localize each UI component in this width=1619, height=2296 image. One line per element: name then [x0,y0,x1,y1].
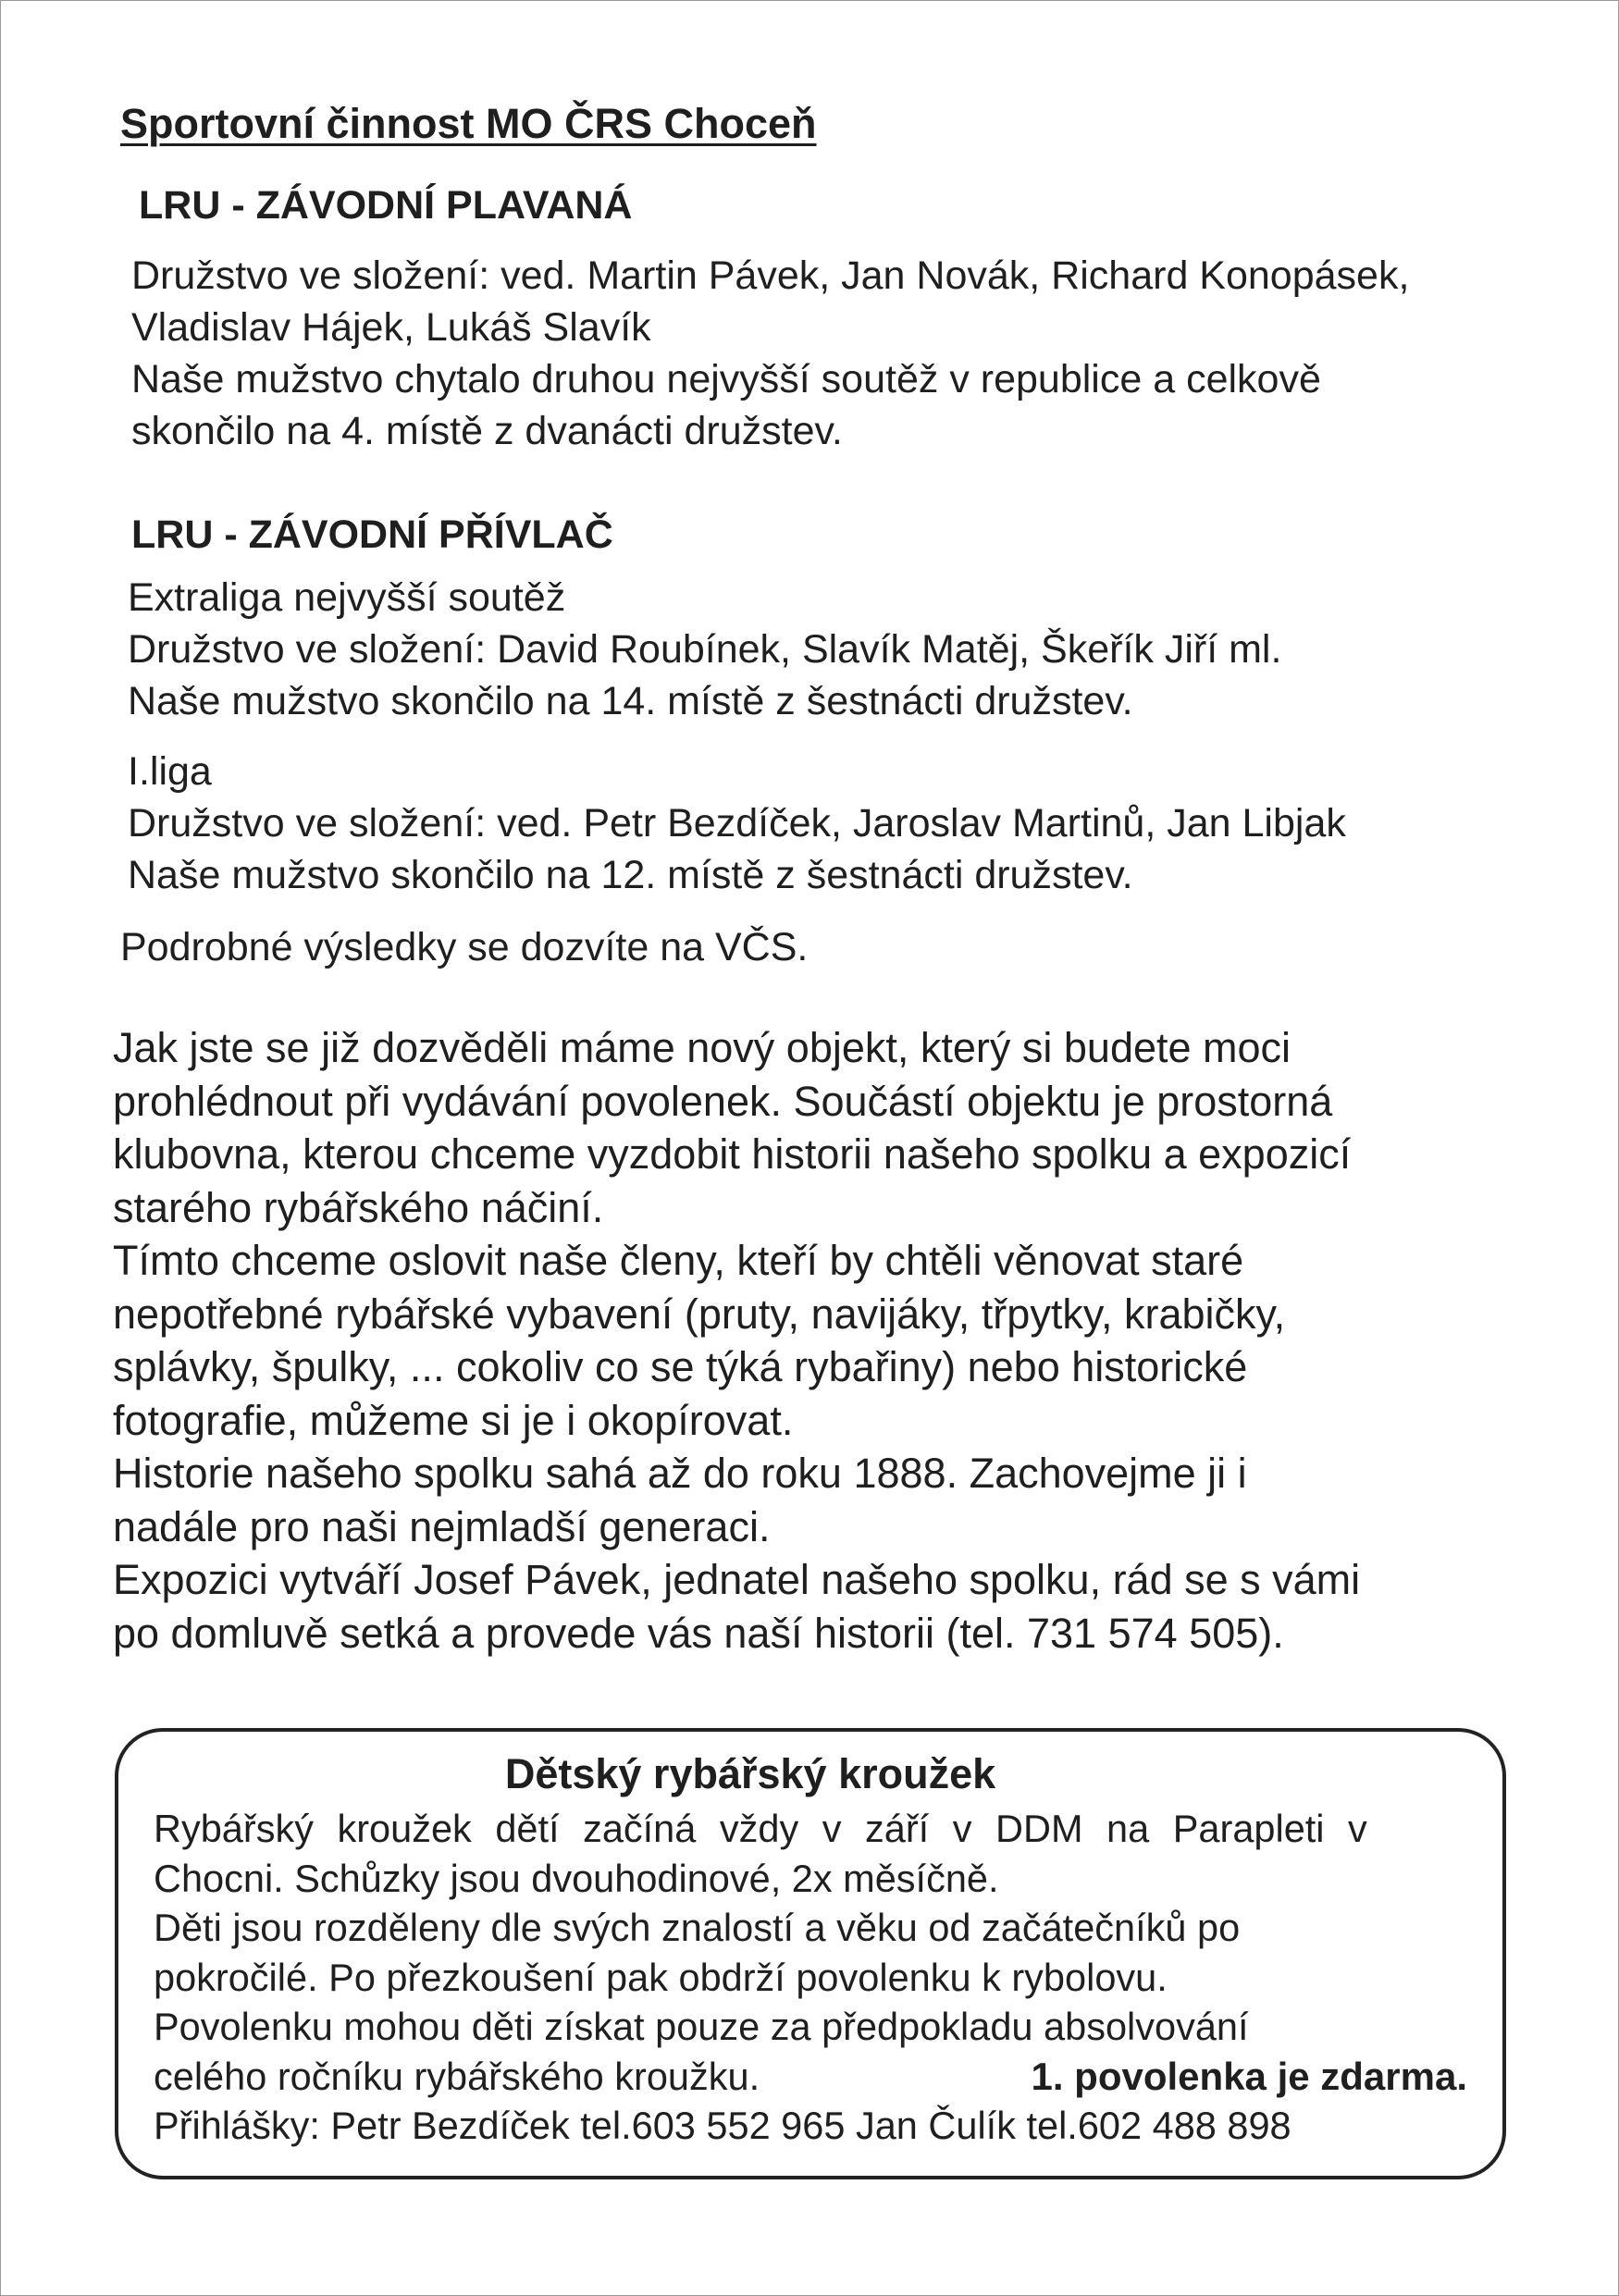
text-line: Družstvo ve složení: David Roubínek, Slavík Matěj, Škeřík Jiří ml. [128,627,1282,672]
text-line: starého rybářského náčiní. [113,1183,604,1231]
text-line: Historie našeho spolku sahá až do roku 1888. Zachovejme ji i [113,1450,1247,1497]
text-line: Tímto chceme oslovit naše členy, kteří by chtěli věnovat staré [113,1237,1244,1284]
kids-club-text [154,1804,1467,2151]
text-line: Jak jste se již dozvěděli máme nový objekt, který si budete moci [113,1024,1291,1071]
text-line: pokročilé. Po přezkoušení pak obdrží povolenku k rybolovu. [154,1955,1168,1999]
text-line: celého ročníku rybářského kroužku. [154,2054,760,2098]
text-line: Extraliga nejvyšší soutěž [128,575,566,620]
text-line: klubovna, kterou chceme vyzdobit historii našeho spolku a expozicí [113,1130,1352,1178]
extraliga-text [128,572,1281,727]
text-line: Naše mužstvo chytalo druhou nejvyšší soutěž v republice a celkově [131,357,1321,401]
page-title: Sportovní činnost MO ČRS Choceň [120,100,817,147]
text-line: Naše mužstvo skončilo na 14. místě z šestnácti družstev. [128,679,1133,723]
text-line: Děti jsou rozděleny dle svých znalostí a věku od začátečníků po [154,1906,1241,1949]
kids-club-box [115,1728,1506,2179]
text-line: po domluvě setká a provede vás naší historii (tel. 731 574 505). [113,1609,1284,1657]
text-line: Rybářský kroužek dětí začíná vždy v září v DDM na Parapleti v [154,1807,1367,1850]
text-line: Družstvo ve složení: ved. Petr Bezdíček, Jaroslav Martinů, Jan Libjak [128,801,1346,846]
text-line: Expozici vytváří Josef Pávek, jednatel našeho spolku, rád se s vámi [113,1556,1361,1603]
text-line: Družstvo ve složení: ved. Martin Pávek, Jan Novák, Richard Konopásek, [131,253,1410,298]
text-line: nadále pro naši nejmladší generaci. [113,1502,771,1550]
liga-text [128,746,1346,901]
kids-club-title: Dětský rybářský kroužek [504,1750,996,1797]
text-line: Vladislav Hájek, Lukáš Slavík [131,305,651,350]
results-note: Podrobné výsledky se dozvíte na VČS. [120,925,809,969]
heading-plavana: LRU - ZÁVODNÍ PLAVANÁ [139,183,633,228]
museum-announcement [113,1021,1360,1660]
free-license-note: 1. povolenka je zdarma. [1031,2054,1467,2098]
heading-privlac: LRU - ZÁVODNÍ PŘÍVLAČ [131,512,613,557]
text-line: splávky, špulky, ... cokoliv co se týká rybařiny) nebo historické [113,1343,1248,1390]
text-line: prohlédnout při vydávání povolenek. Součástí objektu je prostorná [113,1077,1333,1125]
text-line: Povolenku mohou děti získat pouze za předpokladu absolvování [154,2005,1249,2048]
text-line: Naše mužstvo skončilo na 12. místě z šestnácti družstev. [128,853,1133,897]
plavana-text [131,250,1409,457]
text-line: nepotřebné rybářské vybavení (pruty, navijáky, třpytky, krabičky, [113,1290,1286,1338]
text-line: Chocni. Schůzky jsou dvouhodinové, 2x měsíčně. [154,1856,999,1900]
text-line: I.liga [128,749,212,794]
text-line: skončilo na 4. místě z dvanácti družstev. [131,409,843,453]
contacts-line: Přihlášky: Petr Bezdíček tel.603 552 965 Jan Čulík tel.602 488 898 [154,2104,1291,2147]
text-line: fotografie, můžeme si je i okopírovat. [113,1396,794,1444]
